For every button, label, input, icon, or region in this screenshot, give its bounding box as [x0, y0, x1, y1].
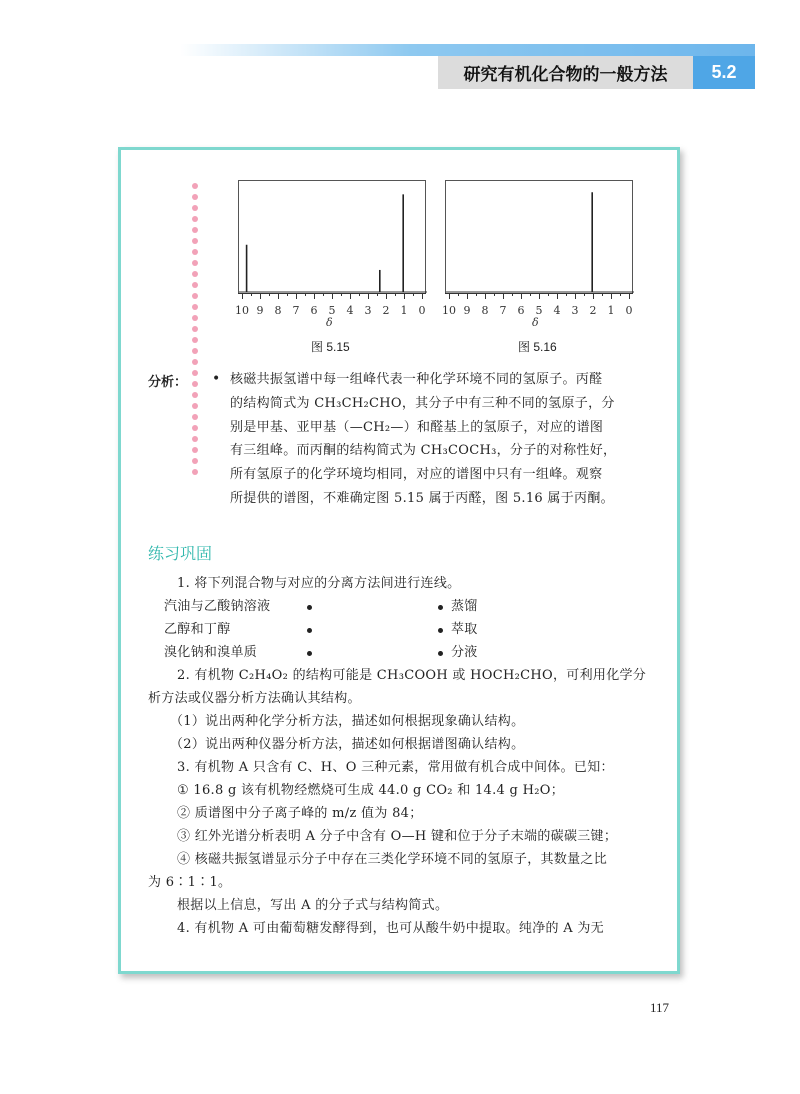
spectrum-tick: [611, 293, 612, 299]
header-strip: [180, 44, 755, 56]
spectrum-tick: [395, 293, 396, 296]
spectrum-tick: [485, 293, 486, 299]
decoration-dot: [192, 194, 198, 200]
figure-5-16-caption: 图 5.16: [518, 340, 557, 354]
question-3: 3. 有机物 A 只含有 C、H、O 三种元素，常用做有机合成中间体。已知：: [177, 760, 614, 775]
question-2-part-2: （2）说出两种仪器分析方法，描述如何根据谱图确认结构。: [170, 737, 525, 752]
question-4: 4. 有机物 A 可由葡萄糖发酵得到，也可从酸牛奶中提取。纯净的 A 为无: [177, 921, 604, 936]
decoration-dot: [192, 260, 198, 266]
decoration-dot: [192, 249, 198, 255]
axis-tick-label: 1: [607, 304, 615, 317]
analysis-text: [230, 368, 658, 511]
decoration-dot: [192, 359, 198, 365]
match-left-2: 乙醇和丁醇: [164, 622, 231, 637]
spectrum-tick: [449, 293, 450, 299]
axis-tick-label: 4: [346, 304, 354, 317]
practice-title: 练习巩固: [148, 544, 213, 563]
decoration-dot: [192, 282, 198, 288]
axis-tick-label: 0: [418, 304, 426, 317]
axis-tick-label: 6: [310, 304, 318, 317]
axis-tick-label: 3: [364, 304, 372, 317]
spectrum-tick: [476, 293, 477, 296]
decoration-dot: [192, 315, 198, 321]
analysis-line: 的结构简式为 CH₃CH₂CHO，其分子中有三种不同的氢原子，分: [230, 395, 615, 411]
spectrum-tick: [602, 293, 603, 296]
spectrum-tick: [350, 293, 351, 299]
spectrum-tick: [386, 293, 387, 299]
axis-tick-label: 2: [382, 304, 390, 317]
spectrum-tick: [314, 293, 315, 299]
question-3-item-4-cont: 为 6∶1∶1。: [148, 875, 232, 890]
match-left-1: 汽油与乙酸钠溶液: [164, 599, 271, 614]
decoration-dot: [192, 271, 198, 277]
question-3-item-2: ② 质谱图中分子离子峰的 m/z 值为 84；: [177, 806, 423, 821]
spectrum-tick: [377, 293, 378, 296]
spectrum-tick: [512, 293, 513, 296]
axis-tick-label: 1: [400, 304, 408, 317]
axis-tick-label: 0: [625, 304, 633, 317]
axis-tick-label: 8: [481, 304, 489, 317]
spectrum-5-16-axis-label: δ: [532, 316, 539, 329]
dotted-decoration: [190, 183, 202, 473]
decoration-dot: [192, 238, 198, 244]
match-dot-left-3[interactable]: [307, 651, 312, 656]
axis-tick-label: 5: [328, 304, 336, 317]
axis-tick-label: 9: [463, 304, 471, 317]
spectrum-tick: [368, 293, 369, 299]
page-number: 117: [650, 1000, 670, 1015]
spectrum-tick: [557, 293, 558, 299]
spectrum-tick: [341, 293, 342, 296]
analysis-label: 分析：: [148, 375, 188, 390]
spectrum-tick: [269, 293, 270, 296]
decoration-dot: [192, 469, 198, 475]
analysis-line: 所有氢原子的化学环境均相同，对应的谱图中只有一组峰。观察: [230, 467, 603, 483]
spectrum-5-16-axis: [443, 304, 638, 318]
decoration-dot: [192, 337, 198, 343]
match-dot-left-1[interactable]: [307, 605, 312, 610]
axis-tick-label: 10: [442, 304, 456, 317]
spectrum-tick: [575, 293, 576, 299]
axis-tick-label: 4: [553, 304, 561, 317]
spectrum-tick: [260, 293, 261, 299]
section-number: 5.2: [693, 56, 755, 89]
match-dot-right-2[interactable]: [438, 628, 443, 633]
spectrum-tick: [242, 293, 243, 299]
question-3-item-1: ① 16.8 g 该有机物经燃烧可生成 44.0 g CO₂ 和 14.4 g H₂O；: [177, 783, 565, 798]
question-1: 1. 将下列混合物与对应的分离方法间进行连线。: [177, 576, 461, 591]
spectrum-5-15-axis: [236, 304, 431, 318]
decoration-dot: [192, 293, 198, 299]
match-dot-right-3[interactable]: [438, 651, 443, 656]
axis-tick-label: 7: [499, 304, 507, 317]
bullet-icon: •: [212, 371, 221, 387]
analysis-line: 别是甲基、亚甲基（—CH₂—）和醛基上的氢原子，对应的谱图: [230, 419, 604, 435]
analysis-line: 有三组峰。而丙酮的结构简式为 CH₃COCH₃，分子的对称性好，: [230, 443, 617, 459]
decoration-dot: [192, 458, 198, 464]
axis-tick-label: 6: [517, 304, 525, 317]
decoration-dot: [192, 205, 198, 211]
match-right-2: 萃取: [451, 622, 478, 637]
figure-5-15-caption: 图 5.15: [311, 340, 350, 354]
match-right-3: 分液: [451, 645, 478, 660]
spectrum-tick: [530, 293, 531, 296]
spectrum-tick: [296, 293, 297, 299]
question-3-item-4: ④ 核磁共振氢谱显示分子中存在三类化学环境不同的氢原子，其数量之比: [177, 852, 608, 867]
spectrum-tick: [251, 293, 252, 296]
spectrum-tick: [548, 293, 549, 296]
decoration-dot: [192, 370, 198, 376]
decoration-dot: [192, 227, 198, 233]
question-3-item-3: ③ 红外光谱分析表明 A 分子中含有 O—H 键和位于分子末端的碳碳三键；: [177, 829, 618, 844]
decoration-dot: [192, 425, 198, 431]
decoration-dot: [192, 392, 198, 398]
spectrum-tick: [458, 293, 459, 296]
nmr-spectrum-5-16: [445, 180, 633, 293]
spectrum-tick: [593, 293, 594, 299]
spectrum-tick: [422, 293, 423, 299]
decoration-dot: [192, 326, 198, 332]
decoration-dot: [192, 183, 198, 189]
question-2-line-2: 析方法或仪器分析方法确认其结构。: [148, 691, 361, 706]
analysis-line: 核磁共振氢谱中每一组峰代表一种化学环境不同的氢原子。丙醛: [230, 372, 603, 387]
question-3-ask: 根据以上信息，写出 A 的分子式与结构简式。: [177, 898, 449, 913]
question-2-line-1: 2. 有机物 C₂H₄O₂ 的结构可能是 CH₃COOH 或 HOCH₂CHO，可利用化学分: [177, 668, 647, 683]
spectrum-tick: [278, 293, 279, 299]
analysis-line: 所提供的谱图，不难确定图 5.15 属于丙醛，图 5.16 属于丙酮。: [230, 490, 614, 506]
spectrum-tick: [467, 293, 468, 299]
spectrum-tick: [620, 293, 621, 296]
nmr-spectrum-5-15: [238, 180, 426, 293]
spectrum-tick: [503, 293, 504, 299]
spectrum-tick: [584, 293, 585, 296]
spectrum-tick: [521, 293, 522, 299]
spectrum-tick: [566, 293, 567, 296]
decoration-dot: [192, 403, 198, 409]
axis-tick-label: 7: [292, 304, 300, 317]
spectrum-tick: [323, 293, 324, 296]
chapter-title: 研究有机化合物的一般方法: [438, 56, 693, 89]
match-dot-right-1[interactable]: [438, 605, 443, 610]
decoration-dot: [192, 447, 198, 453]
axis-tick-label: 5: [535, 304, 543, 317]
spectrum-tick: [539, 293, 540, 299]
spectrum-tick: [359, 293, 360, 296]
spectrum-tick: [413, 293, 414, 296]
spectrum-tick: [287, 293, 288, 296]
match-dot-left-2[interactable]: [307, 628, 312, 633]
decoration-dot: [192, 414, 198, 420]
axis-tick-label: 8: [274, 304, 282, 317]
match-right-1: 蒸馏: [451, 599, 478, 614]
decoration-dot: [192, 304, 198, 310]
decoration-dot: [192, 216, 198, 222]
spectrum-tick: [305, 293, 306, 296]
axis-tick-label: 3: [571, 304, 579, 317]
spectrum-tick: [494, 293, 495, 296]
spectrum-tick: [404, 293, 405, 299]
spectrum-5-15-axis-label: δ: [326, 316, 333, 329]
decoration-dot: [192, 348, 198, 354]
axis-tick-label: 10: [235, 304, 249, 317]
decoration-dot: [192, 381, 198, 387]
spectrum-tick: [629, 293, 630, 299]
axis-tick-label: 2: [589, 304, 597, 317]
spectrum-tick: [332, 293, 333, 299]
axis-tick-label: 9: [256, 304, 264, 317]
question-2-part-1: （1）说出两种化学分析方法，描述如何根据现象确认结构。: [170, 714, 525, 729]
match-left-3: 溴化钠和溴单质: [164, 645, 258, 660]
decoration-dot: [192, 436, 198, 442]
